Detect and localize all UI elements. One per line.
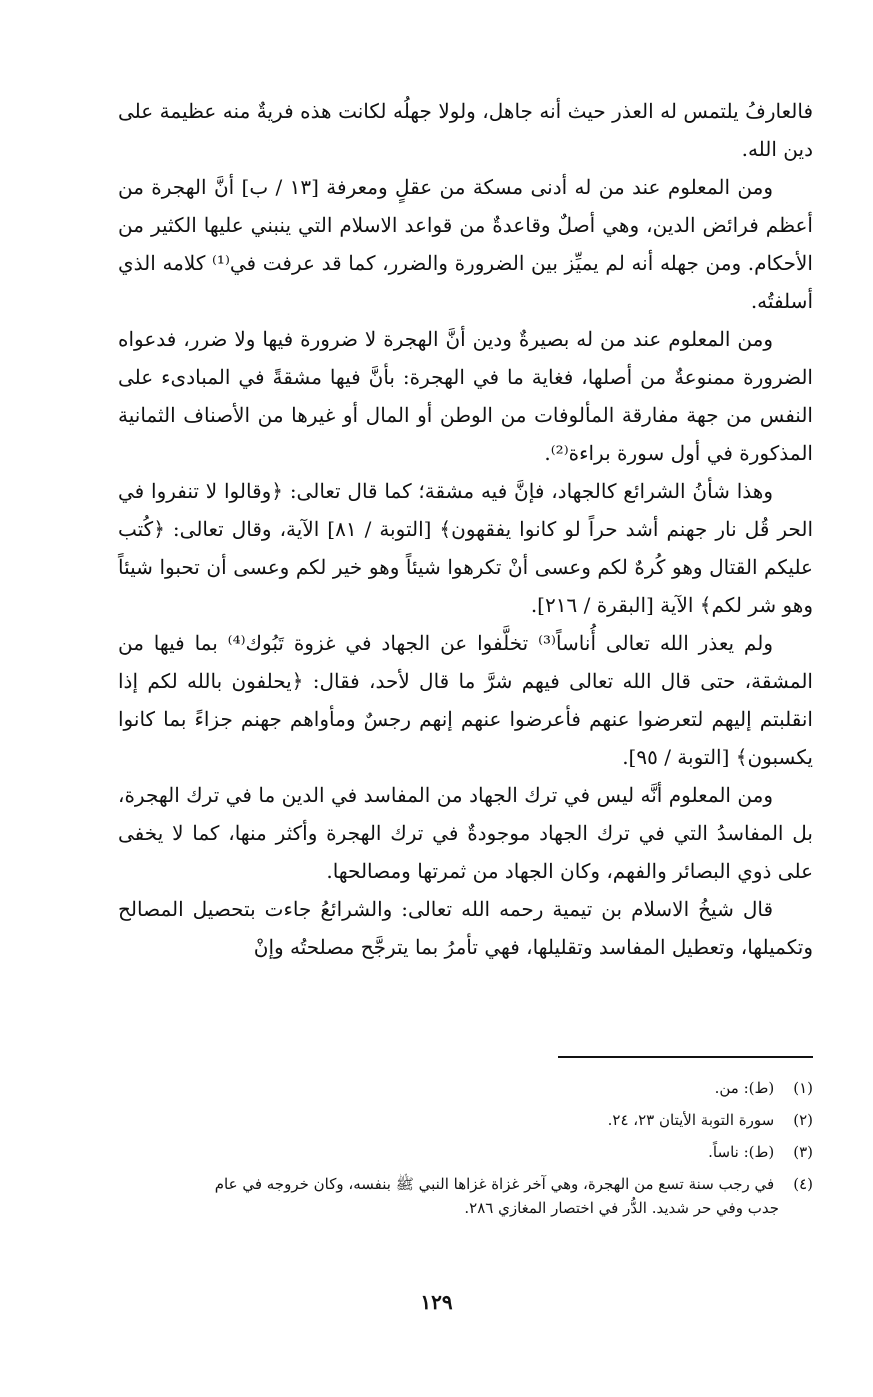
paragraph-5 [118, 624, 813, 776]
main-text [118, 92, 813, 966]
footnote-1-number: (١) [793, 1079, 813, 1097]
footnote-4-number: (٤) [793, 1175, 813, 1193]
footnote-3-number: (٣) [793, 1143, 813, 1161]
page-number: ١٢٩ [420, 1290, 453, 1314]
paragraph-5-text: ولم يعذر الله تعالى أُناساً⁽³⁾ تخلَّفوا عن الجهاد في غزوة تَبُوك⁽⁴⁾ بما فيها من المشقة، حتى قال الله تعالى فيهم شرَّ ما قال لأحد، فقال: ﴿يحلفون بالله لكم إذا انقلبتم إليهم لتعرضوا عنهم فأعرضوا عنهم إنهم رجسٌ ومأواهم جهنم جزاءً بما كانوا يكسبون﴾ [التوبة / ٩٥]. [118, 631, 813, 769]
footnote-2-text: سورة التوبة الأيتان ٢٣، ٢٤. [607, 1111, 775, 1129]
paragraph-7-text: قال شيخُ الاسلام بن تيمية رحمه الله تعالى: والشرائعُ جاءت بتحصيل المصالح وتكميلها، وتعطيل المفاسد وتقليلها، فهي تأمرُ بما يترجَّح مصلحتُه وإنْ [118, 897, 813, 959]
paragraph-3 [118, 320, 813, 472]
footnote-3 [118, 1140, 813, 1164]
paragraph-4-text: وهذا شأنُ الشرائع كالجهاد، فإنَّ فيه مشقة؛ كما قال تعالى: ﴿وقالوا لا تنفروا في الحر قُل نار جهنم أشد حراً لو كانوا يفقهون﴾ [التوبة / ٨١] الآية، وقال تعالى: ﴿كُتب عليكم القتال وهو كُرهٌ لكم وعسى أنْ تكرهوا شيئاً وهو خير لكم وعسى أن تحبوا شيئاً وهو شر لكم﴾ الآية [البقرة / ٢١٦]. [118, 479, 813, 617]
footnote-4 [118, 1172, 813, 1220]
paragraph-2-text: ومن المعلوم عند من له أدنى مسكة من عقلٍ ومعرفة [١٣ / ب] أنَّ الهجرة من أعظم فرائض الدين، وهي أصلٌ وقاعدةٌ من قواعد الاسلام التي ينبني عليها الكثير من الأحكام. ومن جهله أنه لم يميِّز بين الضرورة والضرر، كما قد عرفت في⁽¹⁾ كلامه الذي أسلفتُه. [118, 175, 813, 313]
paragraph-6-text: ومن المعلوم أنَّه ليس في ترك الجهاد من المفاسد في الدين ما في ترك الهجرة، بل المفاسدُ التي في ترك الجهاد موجودةٌ في ترك الهجرة وأكثر منها، كما لا يخفى على ذوي البصائر والفهم، وكان الجهاد من ثمرتها ومصالحها. [118, 783, 813, 883]
footnote-3-text: (ط): ناساً. [708, 1143, 775, 1161]
footnote-4-continuation: جدب وفي حر شديد. الدُّر في اختصار المغازي ٢٨٦. [464, 1199, 779, 1217]
footnote-separator [558, 1056, 813, 1058]
footnote-2 [118, 1108, 813, 1132]
footnote-4-text: في رجب سنة تسع من الهجرة، وهي آخر غزاة غزاها النبي ﷺ بنفسه، وكان خروجه في عام [214, 1175, 775, 1193]
paragraph-4 [118, 472, 813, 624]
footnote-1-text: (ط): من. [714, 1079, 775, 1097]
paragraph-1: فالعارفُ يلتمس له العذر حيث أنه جاهل، ولولا جهلُه لكانت هذه فريةٌ منه عظيمة على دين الله. [118, 99, 813, 161]
paragraph-2 [118, 168, 813, 320]
footnote-1 [118, 1076, 813, 1100]
paragraph-7 [118, 890, 813, 966]
paragraph-3-text: ومن المعلوم عند من له بصيرةٌ ودين أنَّ الهجرة لا ضرورة فيها ولا ضرر، فدعواه الضرورة ممنوعةٌ من أصلها، فغاية ما في الهجرة: بأنَّ فيها مشقةً في المبادىء على النفس من جهة مفارقة المألوفات من الوطن أو المال أو غيرها من الأصناف الثمانية المذكورة في أول سورة براءة⁽²⁾. [118, 327, 813, 465]
paragraph-6 [118, 776, 813, 890]
footnote-2-number: (٢) [793, 1111, 813, 1129]
